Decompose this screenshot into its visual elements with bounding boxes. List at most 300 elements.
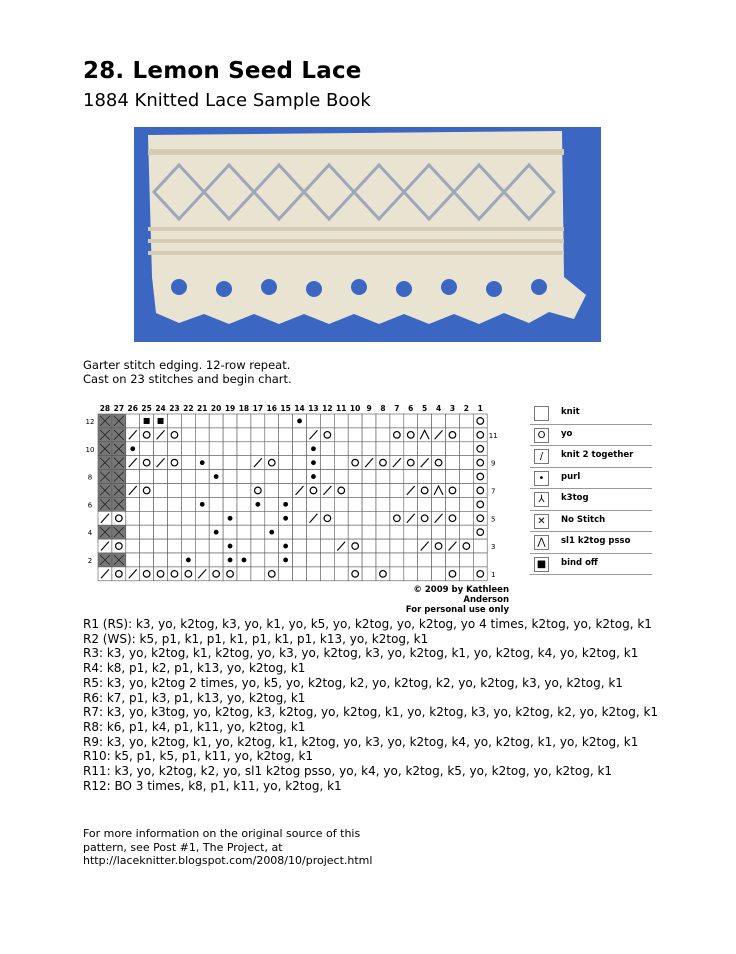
chart-cell bbox=[209, 539, 223, 553]
chart-cell bbox=[473, 497, 487, 511]
chart-cell bbox=[265, 414, 279, 428]
chart-cell bbox=[459, 442, 473, 456]
chart-cell bbox=[251, 511, 265, 525]
chart-cell bbox=[404, 525, 418, 539]
chart-cell bbox=[320, 525, 334, 539]
chart-cell bbox=[404, 553, 418, 567]
chart-cell bbox=[168, 511, 182, 525]
chart-cell bbox=[404, 470, 418, 484]
column-number: 3 bbox=[449, 404, 456, 413]
column-number: 5 bbox=[422, 404, 428, 413]
chart-cell bbox=[376, 511, 390, 525]
row-number-right: 11 bbox=[488, 431, 498, 440]
chart-cell bbox=[459, 553, 473, 567]
chart-cell bbox=[195, 525, 209, 539]
chart-cell bbox=[418, 442, 432, 456]
purl-mark bbox=[214, 474, 219, 479]
chart-cell bbox=[223, 414, 237, 428]
chart-cell bbox=[390, 497, 404, 511]
column-number: 13 bbox=[308, 404, 319, 413]
chart-cell bbox=[390, 525, 404, 539]
chart-cell bbox=[404, 428, 418, 442]
chart-cell bbox=[237, 511, 251, 525]
chart-cell bbox=[181, 414, 195, 428]
chart-cell bbox=[348, 442, 362, 456]
chart-cell bbox=[307, 553, 321, 567]
chart-cell bbox=[251, 442, 265, 456]
chart-cell bbox=[140, 553, 154, 567]
instruction-row: R7: k3, yo, k3tog, yo, k2tog, k3, k2tog, yo, k2tog, k1, yo, k2tog, k3, yo, k2tog, k2, yo, k2tog, k1 bbox=[83, 705, 659, 720]
chart-cell bbox=[154, 539, 168, 553]
chart-cell bbox=[237, 414, 251, 428]
chart-cell bbox=[265, 484, 279, 498]
chart-cell bbox=[237, 525, 251, 539]
chart-cell bbox=[209, 567, 223, 581]
chart-cell bbox=[307, 525, 321, 539]
legend-label: purl bbox=[561, 471, 581, 482]
chart-cell bbox=[390, 539, 404, 553]
chart-cell bbox=[140, 497, 154, 511]
row-number-right: 5 bbox=[490, 515, 496, 524]
footer-line: http://laceknitter.blogspot.com/2008/10/project.html bbox=[83, 854, 373, 867]
chart-cell bbox=[362, 497, 376, 511]
chart-cell bbox=[432, 567, 446, 581]
chart-cell bbox=[265, 456, 279, 470]
column-number: 2 bbox=[463, 404, 469, 413]
chart-cell bbox=[293, 567, 307, 581]
chart-cell bbox=[390, 414, 404, 428]
chart-cell bbox=[209, 428, 223, 442]
chart-cell bbox=[181, 497, 195, 511]
chart-cell bbox=[209, 456, 223, 470]
chart-cell bbox=[459, 484, 473, 498]
chart-cell bbox=[376, 442, 390, 456]
row-number-left: 10 bbox=[85, 445, 95, 454]
chart-cell bbox=[140, 470, 154, 484]
column-number: 26 bbox=[127, 404, 138, 413]
instruction-row: R6: k7, p1, k3, p1, k13, yo, k2tog, k1 bbox=[83, 690, 306, 705]
column-number: 17 bbox=[252, 404, 264, 413]
chart-cell bbox=[181, 525, 195, 539]
chart-cell bbox=[418, 484, 432, 498]
chart-cell bbox=[279, 442, 293, 456]
no-stitch-symbol-icon: ✕ bbox=[534, 514, 549, 529]
chart-cell bbox=[293, 497, 307, 511]
chart-cell bbox=[223, 484, 237, 498]
legend-label: k3tog bbox=[561, 493, 589, 503]
instruction-row: R4: k8, p1, k2, p1, k13, yo, k2tog, k1 bbox=[83, 661, 306, 676]
chart-cell bbox=[390, 428, 404, 442]
legend-label: yo bbox=[561, 428, 573, 439]
chart-cell bbox=[446, 456, 460, 470]
chart-cell bbox=[334, 442, 348, 456]
row-number-right: 1 bbox=[490, 570, 496, 579]
chart-cell bbox=[237, 442, 251, 456]
chart-cell bbox=[209, 511, 223, 525]
chart-cell bbox=[390, 442, 404, 456]
chart-cell bbox=[223, 525, 237, 539]
chart-cell bbox=[418, 414, 432, 428]
instruction-row: R2 (WS): k5, p1, k1, p1, k1, p1, k1, p1, k13, yo, k2tog, k1 bbox=[83, 631, 429, 646]
chart-cell bbox=[320, 497, 334, 511]
chart-cell bbox=[459, 525, 473, 539]
chart-cell bbox=[112, 511, 126, 525]
chart-cell bbox=[251, 484, 265, 498]
chart-cell bbox=[362, 553, 376, 567]
purl-mark bbox=[242, 558, 247, 563]
chart-cell bbox=[154, 497, 168, 511]
chart-cell bbox=[237, 539, 251, 553]
footer-note bbox=[83, 827, 372, 868]
chart-cell bbox=[446, 511, 460, 525]
chart-cell bbox=[181, 428, 195, 442]
chart-cell bbox=[320, 511, 334, 525]
purl-mark bbox=[214, 530, 219, 535]
column-number: 6 bbox=[408, 404, 414, 413]
chart-cell bbox=[140, 511, 154, 525]
chart-cell bbox=[334, 553, 348, 567]
chart-cell bbox=[459, 456, 473, 470]
column-number: 15 bbox=[280, 404, 291, 413]
chart-cell bbox=[265, 539, 279, 553]
chart-cell bbox=[140, 442, 154, 456]
chart-cell bbox=[320, 442, 334, 456]
legend-item-purl bbox=[530, 468, 652, 490]
row-number-left: 12 bbox=[85, 417, 95, 426]
chart-cell bbox=[390, 553, 404, 567]
column-number: 21 bbox=[197, 404, 208, 413]
instruction-row: R9: k3, yo, k2tog, k1, yo, k2tog, k1, k2tog, yo, k3, yo, k2tog, k4, yo, k2tog, k1, yo, k2tog, k1 bbox=[83, 734, 639, 749]
chart-cell bbox=[418, 567, 432, 581]
chart-cell bbox=[223, 567, 237, 581]
chart-cell bbox=[404, 539, 418, 553]
legend-item-k3tog bbox=[530, 489, 652, 511]
chart-cell bbox=[446, 525, 460, 539]
purl-mark bbox=[130, 446, 135, 451]
chart-cell bbox=[265, 470, 279, 484]
chart-cell bbox=[348, 525, 362, 539]
row-number-left: 8 bbox=[87, 473, 93, 482]
chart-cell bbox=[126, 539, 140, 553]
chart-cell bbox=[334, 567, 348, 581]
chart-cell bbox=[237, 470, 251, 484]
chart-cell bbox=[154, 525, 168, 539]
chart-cell bbox=[209, 484, 223, 498]
chart-cell bbox=[459, 497, 473, 511]
chart-cell bbox=[140, 567, 154, 581]
chart-cell bbox=[362, 511, 376, 525]
chart-cell bbox=[251, 428, 265, 442]
chart-cell bbox=[376, 525, 390, 539]
chart-cell bbox=[348, 470, 362, 484]
column-number: 18 bbox=[238, 404, 250, 413]
column-number: 27 bbox=[113, 404, 125, 413]
chart-cell bbox=[432, 470, 446, 484]
chart-cell bbox=[446, 553, 460, 567]
chart-cell bbox=[293, 525, 307, 539]
chart-cell bbox=[334, 428, 348, 442]
purl-mark bbox=[269, 530, 274, 535]
chart-cell bbox=[334, 414, 348, 428]
chart-cell bbox=[195, 539, 209, 553]
chart-cell bbox=[432, 525, 446, 539]
chart-cell bbox=[446, 428, 460, 442]
chart-cell bbox=[140, 484, 154, 498]
chart-cell bbox=[334, 525, 348, 539]
chart-cell bbox=[181, 539, 195, 553]
chart-cell bbox=[140, 539, 154, 553]
chart-cell bbox=[418, 470, 432, 484]
chart-cell bbox=[376, 484, 390, 498]
bind-off-mark bbox=[144, 418, 150, 424]
lace-sample-photo bbox=[134, 127, 601, 342]
chart-cell bbox=[168, 442, 182, 456]
chart-cell bbox=[126, 525, 140, 539]
chart-cell bbox=[265, 567, 279, 581]
chart-cell bbox=[432, 497, 446, 511]
chart-cell bbox=[223, 456, 237, 470]
knit-symbol-icon bbox=[534, 406, 549, 421]
chart-cell bbox=[154, 442, 168, 456]
chart-cell bbox=[168, 567, 182, 581]
chart-cell bbox=[362, 567, 376, 581]
purl-mark bbox=[297, 419, 302, 424]
column-number: 19 bbox=[224, 404, 236, 413]
column-number: 20 bbox=[210, 404, 222, 413]
intro-line: Cast on 23 stitches and begin chart. bbox=[83, 372, 292, 386]
row-number-right: 9 bbox=[490, 459, 496, 468]
legend-item-knit bbox=[530, 403, 652, 425]
chart-cell bbox=[112, 539, 126, 553]
chart-cell bbox=[154, 567, 168, 581]
row-number-right: 3 bbox=[490, 543, 496, 552]
chart-cell bbox=[195, 428, 209, 442]
chart-cell bbox=[181, 456, 195, 470]
chart-cell bbox=[195, 511, 209, 525]
purl-mark bbox=[283, 502, 288, 507]
column-number: 23 bbox=[169, 404, 180, 413]
chart-cell bbox=[181, 567, 195, 581]
chart-cell bbox=[293, 511, 307, 525]
chart-cell bbox=[251, 567, 265, 581]
chart-cell bbox=[251, 553, 265, 567]
chart-cell bbox=[376, 567, 390, 581]
chart-cell bbox=[140, 456, 154, 470]
chart-cell bbox=[334, 456, 348, 470]
chart-cell bbox=[362, 539, 376, 553]
chart-cell bbox=[168, 497, 182, 511]
chart-cell bbox=[307, 414, 321, 428]
purl-mark bbox=[311, 460, 316, 465]
chart-copyright bbox=[378, 585, 509, 615]
chart-cell bbox=[279, 414, 293, 428]
chart-cell bbox=[293, 470, 307, 484]
chart-cell bbox=[432, 539, 446, 553]
instruction-row: R1 (RS): k3, yo, k2tog, k3, yo, k1, yo, k5, yo, k2tog, yo, k2tog, yo 4 times, k2tog, yo, k2tog, k1 bbox=[83, 617, 652, 631]
column-number: 16 bbox=[266, 404, 277, 413]
chart-cell bbox=[473, 567, 487, 581]
chart-cell bbox=[473, 511, 487, 525]
chart-cell bbox=[446, 414, 460, 428]
chart-cell bbox=[348, 456, 362, 470]
chart-cell bbox=[237, 567, 251, 581]
chart-cell bbox=[293, 456, 307, 470]
chart-cell bbox=[390, 470, 404, 484]
row-instructions bbox=[83, 617, 658, 793]
chart-cell bbox=[126, 414, 140, 428]
chart-cell bbox=[237, 428, 251, 442]
intro-line: Garter stitch edging. 12-row repeat. bbox=[83, 358, 291, 372]
legend-label: sl1 k2tog psso bbox=[561, 536, 631, 546]
legend-label: knit 2 together bbox=[561, 450, 634, 460]
purl-mark bbox=[228, 544, 233, 549]
chart-cell bbox=[432, 414, 446, 428]
chart-cell bbox=[320, 553, 334, 567]
chart-cell bbox=[279, 456, 293, 470]
chart-cell bbox=[209, 497, 223, 511]
chart-cell bbox=[265, 442, 279, 456]
chart-cell bbox=[459, 414, 473, 428]
chart-cell bbox=[376, 456, 390, 470]
chart-cell bbox=[348, 414, 362, 428]
column-number: 1 bbox=[477, 404, 483, 413]
chart-cell bbox=[446, 442, 460, 456]
chart-cell bbox=[334, 497, 348, 511]
chart-cell bbox=[195, 470, 209, 484]
chart-cell bbox=[279, 525, 293, 539]
chart-cell bbox=[223, 497, 237, 511]
chart-cell bbox=[348, 553, 362, 567]
chart-cell bbox=[459, 511, 473, 525]
footer-line: pattern, see Post #1, The Project, at bbox=[83, 840, 283, 854]
chart-cell bbox=[473, 428, 487, 442]
instruction-row: R12: BO 3 times, k8, p1, k11, yo, k2tog, k1 bbox=[83, 778, 342, 793]
chart-cell bbox=[168, 553, 182, 567]
instruction-row: R10: k5, p1, k5, p1, k11, yo, k2tog, k1 bbox=[83, 749, 314, 764]
chart-cell bbox=[473, 414, 487, 428]
chart-cell bbox=[418, 525, 432, 539]
row-number-left: 6 bbox=[87, 501, 93, 510]
chart-cell bbox=[459, 470, 473, 484]
chart-cell bbox=[362, 525, 376, 539]
footer-line: For more information on the original source of this bbox=[83, 827, 361, 840]
chart-cell bbox=[265, 497, 279, 511]
purl-mark bbox=[283, 544, 288, 549]
purl-mark bbox=[283, 516, 288, 521]
chart-cell bbox=[251, 525, 265, 539]
chart-cell bbox=[376, 497, 390, 511]
chart-cell bbox=[223, 428, 237, 442]
chart-cell bbox=[126, 511, 140, 525]
chart-cell bbox=[418, 553, 432, 567]
sl1-k2tog-psso-symbol-icon: ⋀ bbox=[534, 535, 549, 550]
chart-cell bbox=[376, 553, 390, 567]
chart-cell bbox=[334, 484, 348, 498]
purl-mark bbox=[311, 446, 316, 451]
page-subtitle: 1884 Knitted Lace Sample Book bbox=[83, 90, 371, 111]
column-number: 22 bbox=[183, 404, 194, 413]
chart-cell bbox=[446, 567, 460, 581]
chart-cell bbox=[140, 428, 154, 442]
chart-cell bbox=[168, 414, 182, 428]
column-number: 12 bbox=[322, 404, 333, 413]
chart-cell bbox=[168, 484, 182, 498]
chart-cell bbox=[362, 428, 376, 442]
column-number: 7 bbox=[394, 404, 400, 413]
chart-cell bbox=[279, 567, 293, 581]
chart-cell bbox=[168, 456, 182, 470]
column-number: 10 bbox=[349, 404, 361, 413]
chart-cell bbox=[168, 525, 182, 539]
chart-cell bbox=[307, 497, 321, 511]
chart-cell bbox=[376, 414, 390, 428]
chart-cell bbox=[446, 484, 460, 498]
chart-cell bbox=[293, 553, 307, 567]
chart-cell bbox=[279, 484, 293, 498]
chart-cell bbox=[209, 442, 223, 456]
instruction-row: R5: k3, yo, k2tog 2 times, yo, k5, yo, k2tog, k2, yo, k2tog, k2, yo, k2tog, k3, yo, k2tog, k1 bbox=[83, 675, 623, 690]
k3tog-symbol-icon: ⅄ bbox=[534, 492, 549, 507]
intro-text bbox=[83, 358, 292, 386]
instruction-row: R8: k6, p1, k4, p1, k11, yo, k2tog, k1 bbox=[83, 719, 306, 734]
chart-cell bbox=[195, 484, 209, 498]
chart-cell bbox=[251, 539, 265, 553]
chart-cell bbox=[473, 456, 487, 470]
chart-cell bbox=[418, 511, 432, 525]
chart-cell bbox=[404, 442, 418, 456]
chart-cell bbox=[126, 497, 140, 511]
chart-cell bbox=[320, 456, 334, 470]
copyright-line: For personal use only bbox=[405, 605, 509, 615]
chart-cell bbox=[223, 442, 237, 456]
chart-cell bbox=[181, 511, 195, 525]
column-number: 4 bbox=[435, 404, 442, 413]
chart-cell bbox=[432, 553, 446, 567]
purl-mark bbox=[186, 558, 191, 563]
chart-cell bbox=[446, 497, 460, 511]
chart-cell bbox=[334, 511, 348, 525]
chart-cell bbox=[168, 539, 182, 553]
chart-cell bbox=[432, 456, 446, 470]
chart-cell bbox=[376, 470, 390, 484]
chart-cell bbox=[446, 470, 460, 484]
chart-cell bbox=[307, 539, 321, 553]
chart-cell bbox=[320, 539, 334, 553]
purl-mark bbox=[283, 558, 288, 563]
instruction-row: R11: k3, yo, k2tog, k2, yo, sl1 k2tog psso, yo, k4, yo, k2tog, k5, yo, k2tog, yo, k2tog, k1 bbox=[83, 764, 613, 779]
chart-cell bbox=[348, 511, 362, 525]
chart-cell bbox=[362, 414, 376, 428]
chart-cell bbox=[376, 539, 390, 553]
chart-cell bbox=[390, 511, 404, 525]
chart-cell bbox=[265, 511, 279, 525]
chart-cell bbox=[154, 470, 168, 484]
chart-cell bbox=[348, 539, 362, 553]
column-number: 25 bbox=[141, 404, 152, 413]
column-number: 8 bbox=[380, 404, 386, 413]
purl-mark bbox=[200, 460, 205, 465]
chart-cell bbox=[168, 428, 182, 442]
chart-cell bbox=[195, 414, 209, 428]
chart-cell bbox=[293, 539, 307, 553]
chart-cell bbox=[320, 567, 334, 581]
copyright-line: © 2009 by Kathleen Anderson bbox=[413, 585, 509, 605]
instruction-row: R3: k3, yo, k2tog, k1, k2tog, yo, k3, yo, k2tog, k3, yo, k2tog, k1, yo, k2tog, k4, yo, k2tog, k1 bbox=[83, 646, 639, 661]
purl-mark bbox=[228, 516, 233, 521]
chart-cell bbox=[293, 442, 307, 456]
chart-cell bbox=[348, 497, 362, 511]
chart-cell bbox=[348, 567, 362, 581]
